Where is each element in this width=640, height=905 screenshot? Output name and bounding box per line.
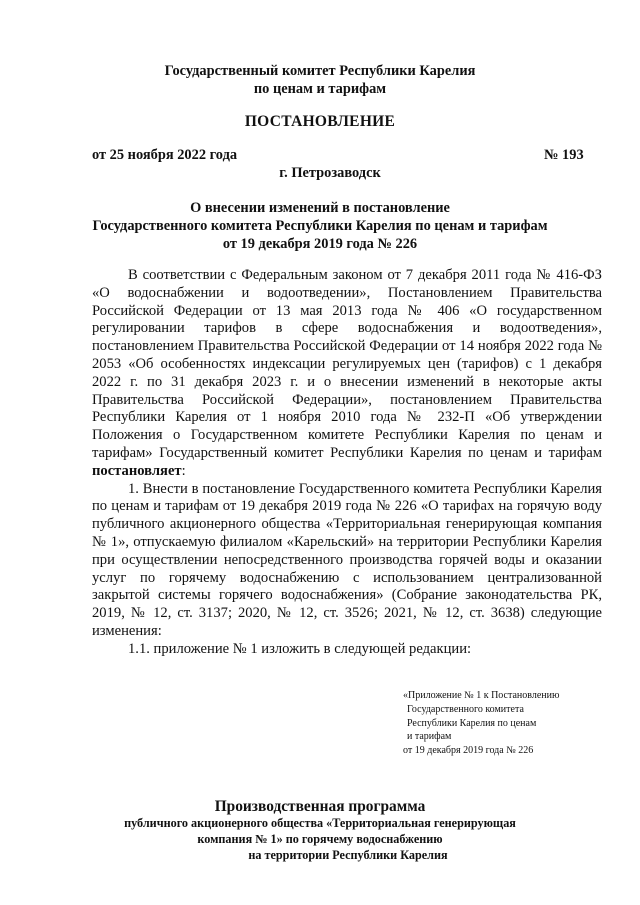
item-1-1-paragraph: 1.1. приложение № 1 изложить в следующей редакции: <box>128 640 472 657</box>
preamble-resolves: постановляет <box>92 462 182 479</box>
doc-city: г. Петрозаводск <box>279 165 381 181</box>
item-1-paragraph: 1. Внести в постановление Государственного комитета Республики Карелия по ценам и тарифам от 19 декабря 2019 года № 226 «О тарифах на горячую воду публичного акционерного общества «Территориальная генерирующая компания № 1», отпускаемую филиалом «Карельский» на территории Республики Карелия при осуществлении непосредственного производства горячей воды и оказании услуг по горячему водоснабжению с использованием централизованной закрытой системы горячего водоснабжения» (Собрание законодательства РК, 2019, № 12, ст. 3137; 2020, № 12, ст. 3526; 2021, № 12, ст. 3638) следующие изменения: <box>92 480 602 639</box>
program-title: Производственная программа <box>214 798 426 815</box>
program-line1: публичного акционерного общества «Территориальная генерирующая <box>124 816 516 830</box>
doc-number: № 193 <box>544 147 584 163</box>
org-name-line2: по ценам и тарифам <box>253 81 387 97</box>
preamble-text: В соответствии с Федеральным законом от 7 декабря 2011 года № 416-ФЗ «О водоснабжении и водоотведении», Постановлением Правительства Российской Федерации от 13 мая 2013 года № 406 «О государственном регулировании тарифов в сфере водоснабжения и водоотведения», постановлением Правительства Российской Федерации от 14 ноября 2022 года № 2053 «Об особенностях индексации регулируемых цен (тарифов) с 1 декабря 2022 г. по 31 декабря 2023 г. и о внесении изменений в некоторые акты Правительства Российской Федерации», постановлением Правительства Республики Карелия от 1 ноября 2010 года № 232-П «Об утверждении Положения о Государственном комитете Республики Карелия по ценам и тарифам» Государственный комитет Республики Карелия по ценам и тарифам <box>92 267 602 461</box>
appendix-note-line5: от 19 декабря 2019 года № 226 <box>403 745 534 757</box>
program-line3: на территории Республики Карелия <box>248 848 448 862</box>
appendix-note-line3: Республики Карелия по ценам <box>407 717 537 729</box>
document-body <box>92 267 602 659</box>
doc-date: от 25 ноября 2022 года <box>92 147 238 163</box>
preamble-colon: : <box>181 462 186 479</box>
appendix-note-line4: и тарифам <box>407 731 452 743</box>
title-line1: О внесении изменений в постановление <box>190 200 450 216</box>
program-line2: компания № 1» по горячему водоснабжению <box>197 832 443 846</box>
org-name-line1: Государственный комитет Республики Карелия <box>164 63 476 79</box>
preamble-paragraph <box>92 267 602 481</box>
appendix-note-line2: Государственного комитета <box>407 703 524 715</box>
title-line3: от 19 декабря 2019 года № 226 <box>222 236 418 252</box>
appendix-note <box>403 689 603 758</box>
appendix-note-line1: «Приложение № 1 к Постановлению <box>403 690 560 701</box>
title-line2: Государственного комитета Республики Карелия по ценам и тарифам <box>92 218 548 234</box>
doc-type: ПОСТАНОВЛЕНИЕ <box>244 113 396 130</box>
